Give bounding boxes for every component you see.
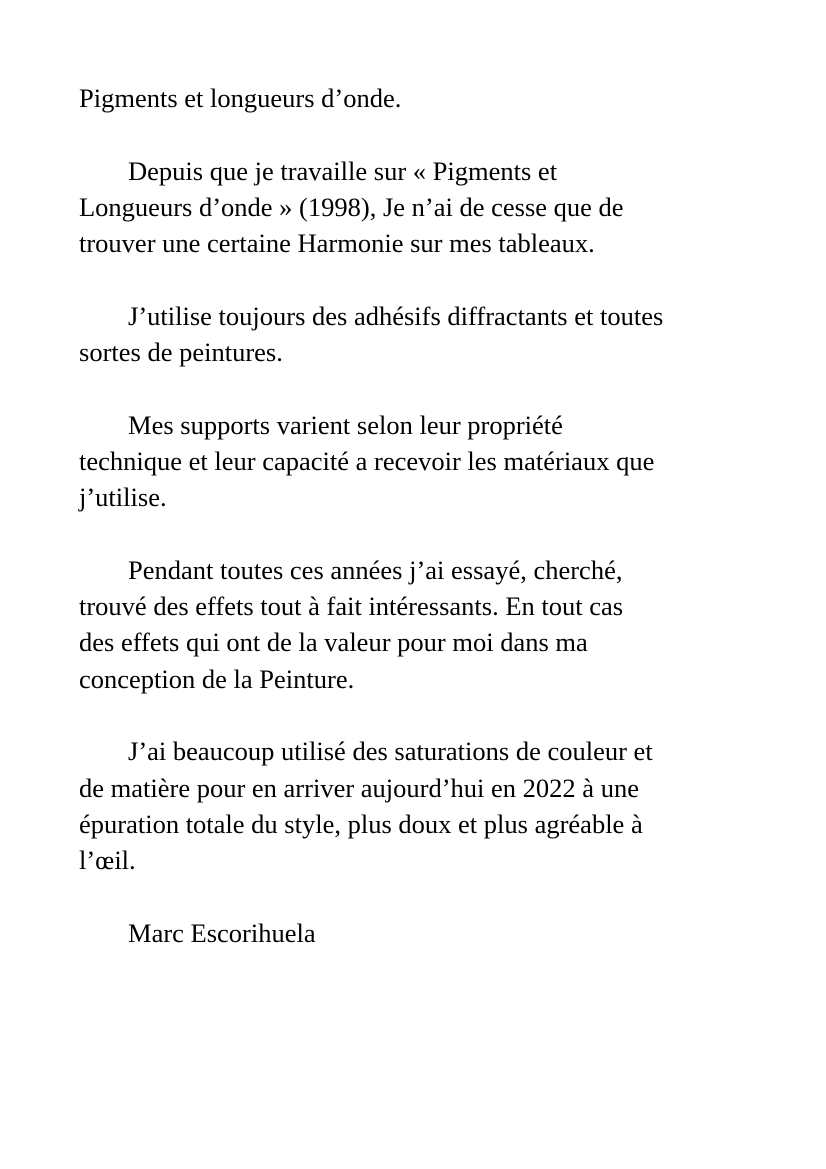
document-body — [79, 80, 769, 987]
paragraph-1: Depuis que je travaille sur « Pigments et Longueurs d’onde » (1998), Je n’ai de cesse que de trouver une certaine Harmonie sur mes tableaux. — [79, 155, 624, 259]
signature: Marc Escorihuela — [128, 917, 316, 948]
paragraph-2: J’utilise toujours des adhésifs diffractants et toutes sortes de peintures. — [79, 300, 664, 368]
paragraph-3: Mes supports varient selon leur propriété technique et leur capacité a recevoir les matériaux que j’utilise. — [79, 409, 655, 513]
paragraph-5: J’ai beaucoup utilisé des saturations de couleur et de matière pour en arriver aujourd’hui en 2022 à une épuration totale du style, plus doux et plus agréable à l’œil. — [79, 736, 653, 876]
paragraph-4: Pendant toutes ces années j’ai essayé, cherché, trouvé des effets tout à fait intéressants. En tout cas des effets qui ont de la valeur pour moi dans ma conception de la Peinture. — [79, 554, 624, 694]
document-title: Pigments et longueurs d’onde. — [79, 83, 402, 113]
